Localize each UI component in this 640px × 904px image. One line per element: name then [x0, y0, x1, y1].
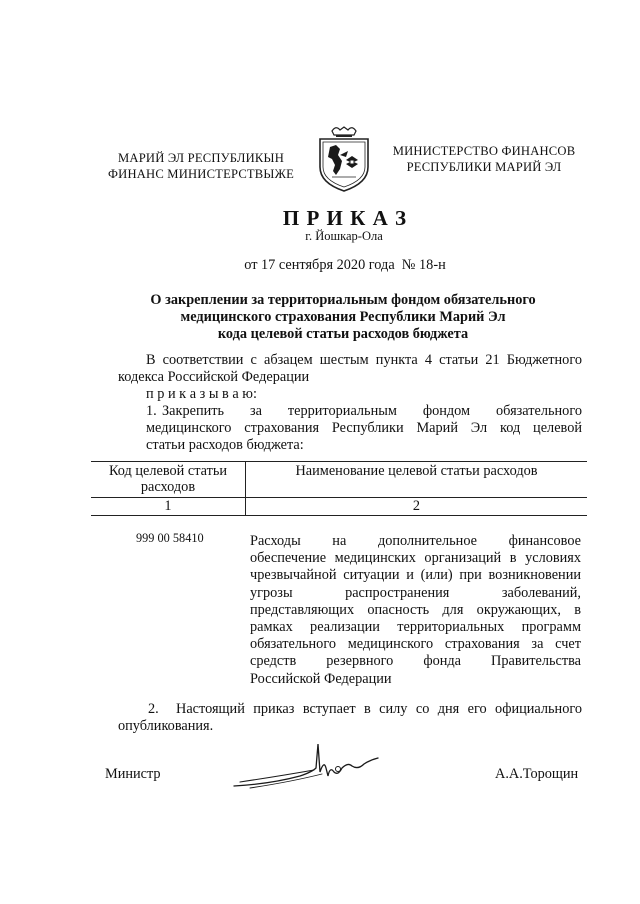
order-subject-line2: медицинского страхования Республики Марий Эл — [180, 309, 506, 325]
description-line: представляющих опасность для окружающих, в — [250, 601, 581, 618]
table-border-top — [91, 461, 587, 462]
description-line: Российской Федерации — [250, 670, 392, 687]
signature-icon — [230, 738, 390, 798]
ministry-name-mari — [96, 150, 306, 182]
table-header-code-line2: расходов — [140, 479, 196, 495]
order-subject-line3: кода целевой статьи расходов бюджета — [217, 326, 469, 342]
order-subject-line1: О закреплении за территориальным фондом обязательного — [150, 292, 536, 308]
body-para1-line2: кодекса Российской Федерации — [118, 369, 310, 385]
description-line: Расходы на дополнительное финансовое — [250, 533, 581, 549]
signatory-position: Министр — [105, 766, 161, 782]
item2-number: 2. — [148, 701, 159, 717]
order-date-number: от 17 сентября 2020 года № 18-н — [244, 257, 446, 273]
table-colnum-2: 2 — [412, 498, 421, 514]
coat-of-arms-emblem — [316, 121, 372, 193]
description-line: средств резервного фонда Правительства — [250, 653, 581, 670]
order-city: г. Йошкар-Ола — [305, 229, 383, 243]
item1-line3: статьи расходов бюджета: — [146, 437, 304, 453]
table-header-code — [91, 463, 245, 495]
ministry-name-russian-line1: МИНИСТЕРСТВО ФИНАНСОВ — [392, 144, 576, 158]
ministry-name-russian — [380, 143, 588, 175]
table-row-code: 999 00 58410 — [136, 531, 204, 545]
table-header-name: Наименование целевой статьи расходов — [295, 463, 538, 479]
item1-line2: медицинского страхования Республики Марий Эл код целевой — [146, 420, 582, 436]
item1-line1: Закрепить за территориальным фондом обязательного — [162, 403, 582, 419]
table-border-numbers-bottom — [91, 515, 587, 516]
item2-line2: опубликования. — [118, 718, 214, 734]
signatory-name: А.А.Торощин — [495, 766, 579, 782]
order-subject — [0, 292, 640, 343]
description-line: обеспечение медицинских организаций в условиях — [250, 550, 581, 567]
table-header-code-line1: Код целевой статьи — [108, 463, 228, 479]
description-line: рамках реализации территориальных программ — [250, 619, 581, 636]
description-line: обязательного медицинского страхования за счет — [250, 636, 581, 653]
ministry-name-mari-line1: МАРИЙ ЭЛ РЕСПУБЛИКЫН — [118, 151, 284, 165]
ministry-name-mari-line2: ФИНАНС МИНИСТЕРСТВЫЖЕ — [108, 167, 294, 181]
item2-line1: Настоящий приказ вступает в силу со дня его официального — [176, 701, 582, 717]
order-word: п р и к а з ы в а ю: — [146, 386, 257, 402]
description-line: чрезвычайной ситуации и (или) при возникновении — [250, 567, 581, 584]
table-colnum-1: 1 — [164, 498, 172, 514]
coat-of-arms-icon — [316, 121, 372, 193]
body-para1-line1: В соответствии с абзацем шестым пункта 4 статьи 21 Бюджетного — [146, 352, 582, 368]
table-row-description — [250, 533, 581, 688]
handwritten-signature — [230, 738, 390, 798]
order-title: П Р И К А З — [282, 206, 408, 230]
item1-number: 1. — [146, 403, 157, 419]
description-line: угрозы распространения заболеваний, — [250, 584, 581, 601]
ministry-name-russian-line2: РЕСПУБЛИКИ МАРИЙ ЭЛ — [406, 160, 562, 174]
